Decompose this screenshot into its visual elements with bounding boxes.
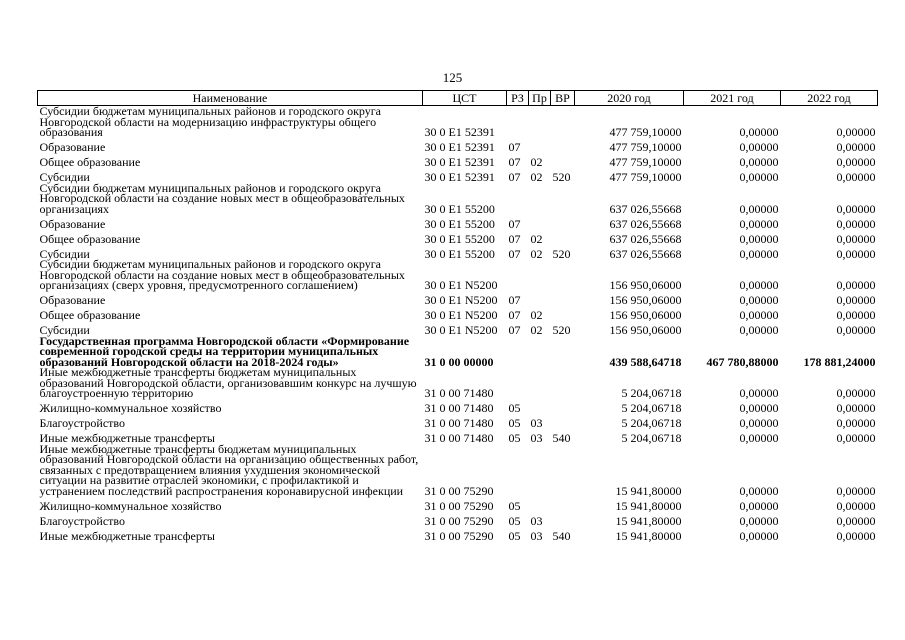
cell-rz: 07 [508,216,521,231]
cell-vr: 540 [552,528,571,543]
cell-pr [529,399,551,414]
cell-2020: 477 759,10000 [609,140,682,154]
cell-vr [551,496,575,511]
cell-name: Общее образование [39,155,141,169]
table-row [38,306,878,321]
cell-rz [507,183,529,215]
cell-rz: 05 [508,416,521,430]
cell-vr [551,214,575,229]
cell-rz [507,106,529,138]
cell-2020: 439 588,64718 [609,354,682,369]
cell-cst: 30 0 E1 55200 [424,231,495,246]
cell-name: Субсидии [39,170,90,184]
header-2021: 2021 год [684,91,781,106]
cell-2020: 477 759,10000 [609,125,682,139]
cell-2020: 637 026,55668 [609,231,682,246]
cell-cst: 31 0 00 71480 [424,401,494,415]
cell-pr [529,106,551,138]
cell-2021: 0,00000 [739,323,779,337]
cell-vr [551,511,575,526]
cell-vr [551,291,575,306]
cell-2022: 0,00000 [836,323,876,337]
cell-name: Образование [39,216,106,231]
cell-2020: 156 950,06000 [609,293,682,307]
table-row [38,399,878,414]
cell-2022: 0,00000 [836,140,876,154]
cell-vr [551,444,575,497]
cell-name: Субсидии [39,323,90,337]
cell-vr [551,259,575,291]
cell-name: Жилищно-коммунальное хозяйство [39,401,222,415]
table-row [38,336,878,368]
cell-vr [551,306,575,321]
cell-2021: 467 780,88000 [706,354,779,369]
cell-name: Государственная программа Новгородской области «Формирование современной городской среды на территории муниципальных образований Новгородской области на 2018-2024 годы» [39,333,410,369]
cell-pr: 02 [530,155,543,169]
cell-vr: 520 [552,246,571,261]
cell-2020: 637 026,55668 [609,201,682,216]
cell-name: Благоустройство [39,416,126,430]
cell-2020: 477 759,10000 [609,170,682,184]
page-number: 125 [442,70,463,85]
cell-2021: 0,00000 [739,201,779,216]
table-row [38,444,878,497]
cell-rz: 07 [508,246,521,261]
cell-pr [529,444,551,497]
header-name: Наименование [38,91,423,106]
cell-vr [551,153,575,168]
table-row [38,138,878,153]
cell-2022: 0,00000 [836,231,876,246]
header-cst: ЦСТ [423,91,507,106]
cell-2021: 0,00000 [739,513,779,528]
cell-rz: 07 [508,170,521,184]
cell-2022: 0,00000 [836,401,876,415]
header-vr: ВР [551,91,575,106]
cell-2021: 0,00000 [739,431,779,445]
cell-pr: 03 [530,528,543,543]
cell-rz: 07 [508,308,521,322]
cell-cst: 31 0 00 00000 [424,354,494,369]
cell-name: Иные межбюджетные трансферты бюджетам муниципальных образований Новгородской области, организовавшим конкурс на лучшую благоустроенную территорию [39,365,417,400]
cell-2021: 0,00000 [739,125,779,139]
cell-name: Иные межбюджетные трансферты бюджетам муниципальных образований Новгородской области на организацию общественных работ, связанных с предотвращением влияния ухудшения экономической ситуации на развитие отраслей экономики, с профилактикой и устранением последствий распространения коронавирусной инфекции [39,441,419,498]
cell-cst: 30 0 E1 52391 [424,140,495,154]
table-row [38,496,878,511]
cell-pr: 02 [530,246,543,261]
cell-2022: 0,00000 [836,528,876,543]
cell-2021: 0,00000 [739,216,779,231]
header-2020: 2020 год [575,91,684,106]
cell-cst: 31 0 00 75290 [424,528,494,543]
table-row [38,526,878,541]
cell-vr [551,367,575,399]
cell-2020: 5 204,06718 [621,386,682,400]
cell-cst: 30 0 E1 52391 [424,170,495,184]
cell-cst: 30 0 E1 55200 [424,216,495,231]
cell-rz: 07 [508,293,521,307]
table-row [38,511,878,526]
table-row [38,153,878,168]
table-row [38,367,878,399]
cell-2022: 0,00000 [836,513,876,528]
cell-2022: 0,00000 [836,216,876,231]
cell-rz: 05 [508,401,521,415]
cell-cst: 30 0 E1 N5200 [424,308,498,322]
cell-cst: 31 0 00 71480 [424,386,494,400]
cell-rz: 05 [508,528,521,543]
cell-2021: 0,00000 [739,246,779,261]
cell-vr [551,336,575,368]
cell-2022: 0,00000 [836,386,876,400]
cell-name: Общее образование [39,308,141,322]
cell-rz: 07 [508,323,521,337]
cell-2021: 0,00000 [739,483,779,498]
cell-rz: 05 [508,498,521,513]
cell-cst: 31 0 00 71480 [424,416,494,430]
cell-2020: 5 204,06718 [621,416,682,430]
cell-name: Иные межбюджетные трансферты [39,431,215,445]
cell-cst: 30 0 E1 N5200 [424,293,498,307]
cell-pr: 02 [530,308,543,322]
cell-pr [529,367,551,399]
cell-pr: 03 [530,431,543,445]
cell-2022: 0,00000 [836,293,876,307]
cell-2022: 0,00000 [836,431,876,445]
cell-pr [529,496,551,511]
cell-cst: 30 0 E1 52391 [424,155,495,169]
table-row [38,414,878,429]
cell-name: Иные межбюджетные трансферты [39,528,215,543]
cell-cst: 31 0 00 71480 [424,431,494,445]
cell-vr [551,229,575,244]
cell-name: Благоустройство [39,513,126,528]
table-row [38,214,878,229]
table-body [38,106,878,542]
cell-rz [507,444,529,497]
cell-pr [529,291,551,306]
cell-pr: 02 [530,170,543,184]
cell-2021: 0,00000 [739,293,779,307]
cell-2020: 15 941,80000 [615,528,682,543]
cell-2022: 0,00000 [836,125,876,139]
cell-2021: 0,00000 [739,155,779,169]
cell-2021: 0,00000 [739,170,779,184]
cell-cst: 30 0 E1 N5200 [424,323,498,337]
cell-pr: 02 [530,231,543,246]
cell-2020: 477 759,10000 [609,155,682,169]
cell-2020: 15 941,80000 [615,498,682,513]
cell-cst: 31 0 00 75290 [424,513,494,528]
cell-2021: 0,00000 [739,386,779,400]
table-row [38,106,878,138]
cell-name: Субсидии [39,246,90,261]
cell-pr: 02 [530,323,543,337]
cell-pr [529,183,551,215]
cell-2020: 15 941,80000 [615,483,682,498]
cell-2020: 156 950,06000 [609,308,682,322]
cell-pr [529,214,551,229]
cell-cst: 30 0 E1 55200 [424,201,495,216]
cell-2021: 0,00000 [739,416,779,430]
cell-2020: 5 204,06718 [621,431,682,445]
cell-pr [529,138,551,153]
table-row [38,183,878,215]
cell-2020: 5 204,06718 [621,401,682,415]
cell-2022: 178 881,24000 [803,354,876,369]
cell-2022: 0,00000 [836,498,876,513]
cell-rz: 07 [508,155,521,169]
cell-name: Общее образование [39,231,141,246]
cell-pr [529,259,551,291]
cell-2021: 0,00000 [739,528,779,543]
cell-name: Образование [39,293,106,307]
cell-2022: 0,00000 [836,246,876,261]
cell-vr: 540 [552,431,571,445]
cell-vr [551,106,575,138]
cell-2022: 0,00000 [836,308,876,322]
table-row [38,259,878,291]
cell-cst: 30 0 E1 55200 [424,246,495,261]
cell-cst: 31 0 00 75290 [424,498,494,513]
cell-2020: 637 026,55668 [609,246,682,261]
cell-2022: 0,00000 [836,201,876,216]
cell-2022: 0,00000 [836,155,876,169]
cell-rz [507,336,529,368]
cell-rz: 07 [508,140,521,154]
cell-vr: 520 [552,323,571,337]
cell-rz: 05 [508,431,521,445]
cell-2022: 0,00000 [836,483,876,498]
cell-vr [551,399,575,414]
cell-2022: 0,00000 [836,278,876,292]
cell-2020: 156 950,06000 [609,278,682,292]
header-rz: РЗ [507,91,529,106]
cell-cst: 30 0 E1 N5200 [424,278,498,292]
cell-2022: 0,00000 [836,416,876,430]
cell-2021: 0,00000 [739,140,779,154]
cell-2021: 0,00000 [739,231,779,246]
cell-vr [551,138,575,153]
table-row [38,291,878,306]
cell-cst: 30 0 E1 52391 [424,125,495,139]
cell-name: Образование [39,140,106,154]
cell-pr: 03 [530,416,543,430]
cell-name: Жилищно-коммунальное хозяйство [39,498,222,513]
budget-table [37,90,878,541]
cell-vr [551,183,575,215]
cell-rz: 05 [508,513,521,528]
cell-vr: 520 [552,170,571,184]
cell-pr [529,336,551,368]
cell-2021: 0,00000 [739,401,779,415]
cell-2021: 0,00000 [739,498,779,513]
cell-name: Субсидии бюджетам муниципальных районов и городского округа Новгородской области на модернизацию инфраструктуры общего образования [39,104,381,139]
cell-rz [507,367,529,399]
cell-2020: 637 026,55668 [609,216,682,231]
cell-rz: 07 [508,231,521,246]
cell-2022: 0,00000 [836,170,876,184]
table-row [38,229,878,244]
cell-cst: 31 0 00 75290 [424,483,494,498]
cell-2021: 0,00000 [739,278,779,292]
cell-name: Субсидии бюджетам муниципальных районов и городского округа Новгородской области на создание новых мест в общеобразовательных организациях [39,180,405,216]
cell-pr: 03 [530,513,543,528]
cell-2021: 0,00000 [739,308,779,322]
cell-2020: 15 941,80000 [615,513,682,528]
cell-name: Субсидии бюджетам муниципальных районов и городского округа Новгородской области на создание новых мест в общеобразовательных организациях (сверх уровня, предусмотренного соглашением) [39,257,405,292]
cell-vr [551,414,575,429]
cell-2020: 156 950,06000 [609,323,682,337]
cell-rz [507,259,529,291]
header-pr: Пр [529,91,551,106]
header-2022: 2022 год [781,91,878,106]
